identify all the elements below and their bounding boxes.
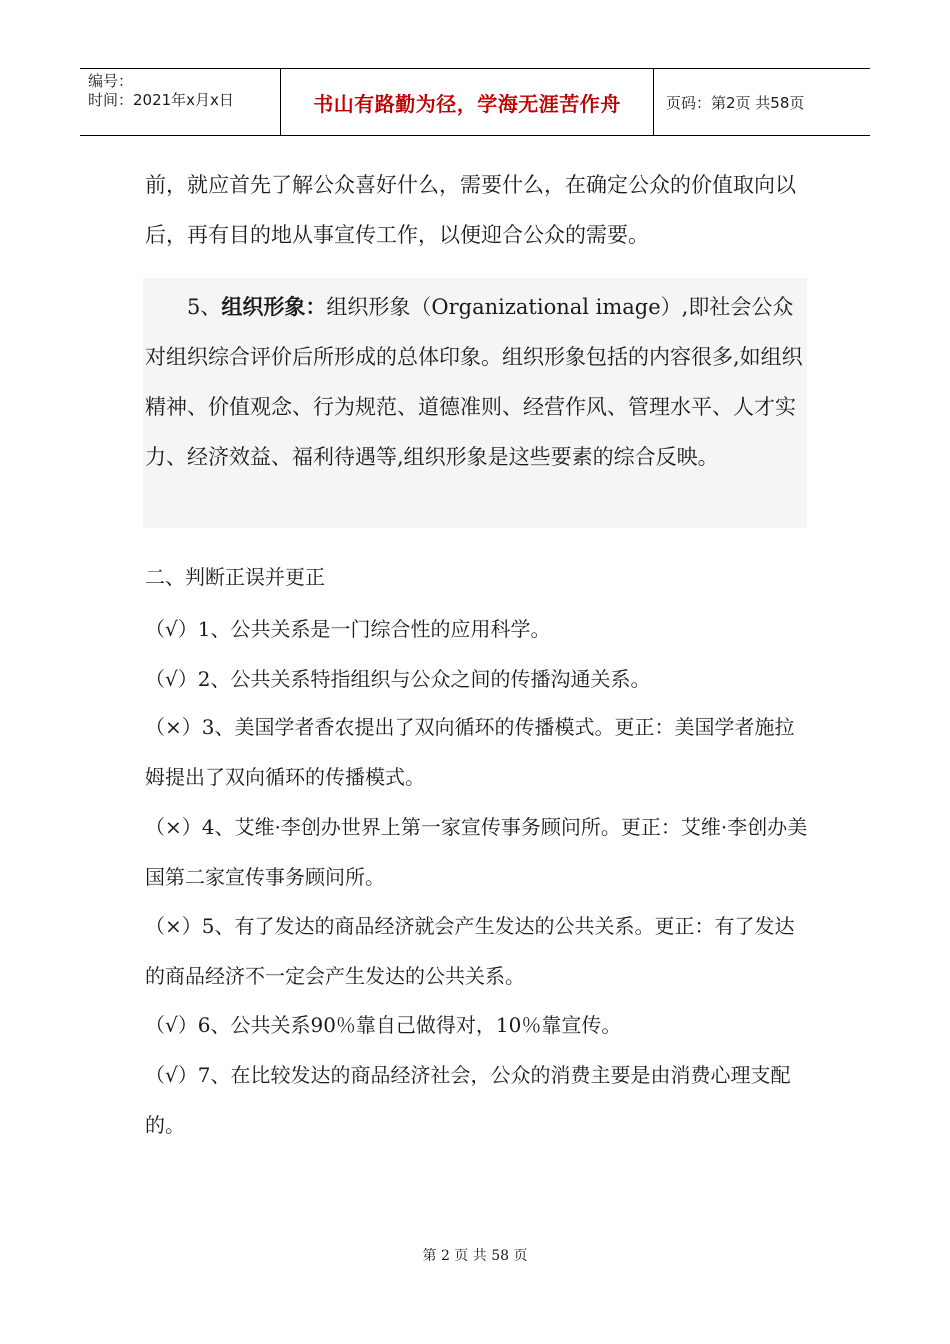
page-header	[80, 68, 870, 136]
intro-paragraph: 前，就应首先了解公众喜好什么，需要什么，在确定公众的价值取向以后，再有目的地从事宣传工作，以便迎合公众的需要。	[145, 173, 796, 247]
list-item: （×）3、美国学者香农提出了双向循环的传播模式。更正：美国学者施拉姆提出了双向循环的传播模式。	[145, 715, 795, 789]
term-5-heading: 组织形象：	[221, 295, 327, 319]
header-page-info: 页码：第2页 共58页	[666, 93, 805, 112]
header-motto: 书山有路勤为径，学海无涯苦作舟	[281, 69, 654, 135]
list-item: （√）7、在比较发达的商品经济社会，公众的消费主要是由消费心理支配的。	[145, 1063, 791, 1137]
list-item: （√）6、公共关系90％靠自己做得对，10％靠宣传。	[145, 1013, 622, 1037]
number-label: 编号：	[88, 72, 134, 90]
header-meta	[80, 69, 281, 135]
term-5-prefix: 5、	[187, 295, 222, 319]
list-item: （√）1、公共关系是一门综合性的应用科学。	[145, 617, 551, 641]
section-title: 二、判断正误并更正	[145, 565, 325, 589]
term-5-paragraph	[145, 282, 810, 482]
list-item: （√）2、公共关系特指组织与公众之间的传播沟通关系。	[145, 667, 651, 691]
term-5-definition: 组织形象（Organizational image）,即社会公众对组织综合评价后所形成的总体印象。组织形象包括的内容很多,如组织精神、价值观念、行为规范、道德准则、经营作风、管理水平、人才实力、经济效益、福利待遇等,组织形象是这些要素的综合反映。	[145, 295, 803, 469]
list-item: （×）5、有了发达的商品经济就会产生发达的公共关系。更正：有了发达的商品经济不一定会产生发达的公共关系。	[145, 914, 795, 988]
time-label: 时间：2021年x月x日	[88, 91, 234, 109]
page-footer: 第 2 页 共 58 页	[422, 1248, 528, 1264]
list-item: （×）4、艾维·李创办世界上第一家宣传事务顾问所。更正：艾维·李创办美国第二家宣传事务顾问所。	[145, 815, 808, 889]
